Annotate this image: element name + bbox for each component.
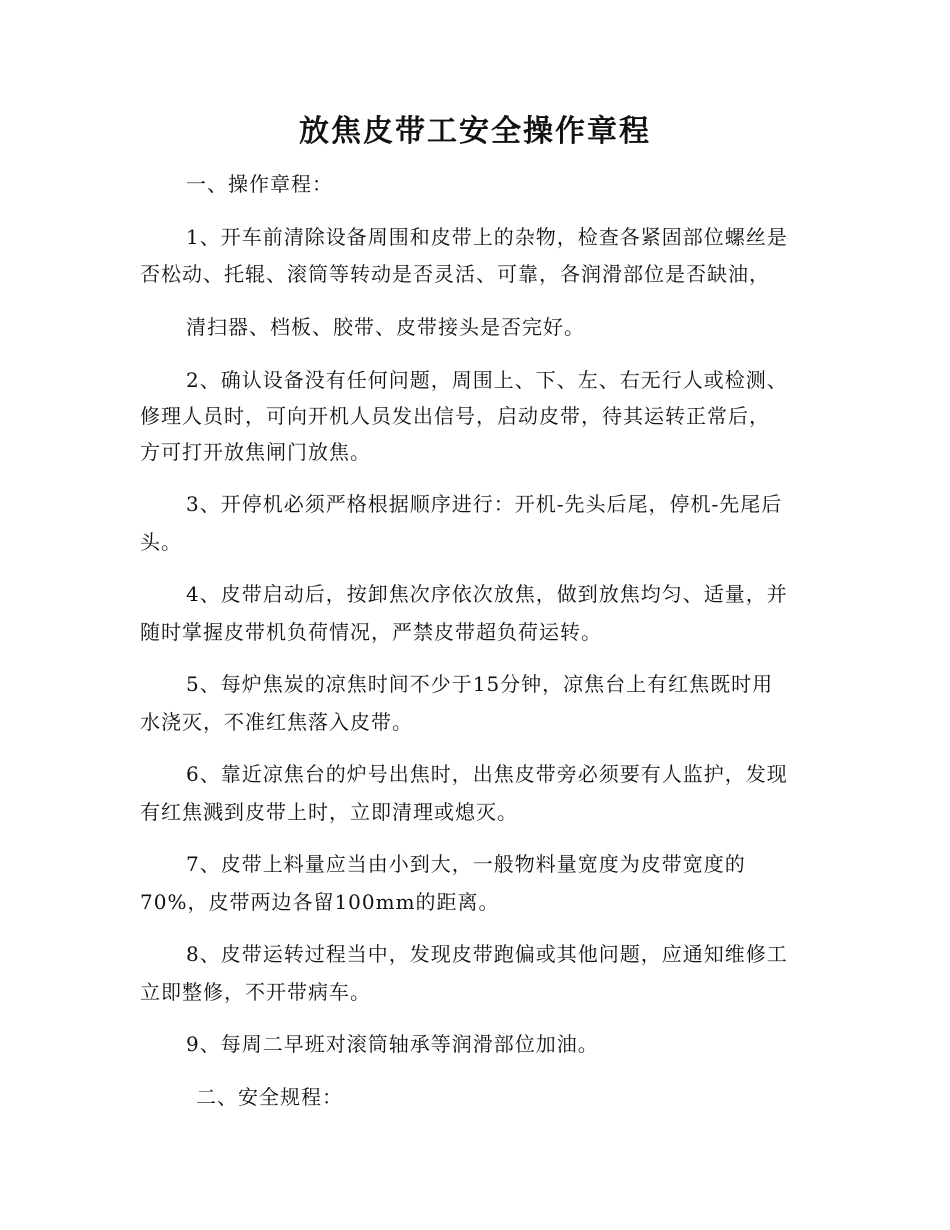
document-title: 放焦皮带工安全操作章程: [299, 114, 651, 149]
paragraph-line: 头。: [140, 530, 182, 554]
paragraph-line: 1、开车前清除设备周围和皮带上的杂物，检查各紧固部位螺丝是: [186, 225, 788, 249]
paragraph-line: 否松动、托辊、滚筒等转动是否灵活、可靠，各润滑部位是否缺油，: [140, 262, 770, 286]
paragraph-line: 9、每周二早班对滚筒轴承等润滑部位加油。: [186, 1032, 599, 1056]
paragraph-line: 清扫器、档板、胶带、皮带接头是否完好。: [186, 315, 585, 339]
paragraph-line: 8、皮带运转过程当中，发现皮带跑偏或其他问题，应通知维修工: [186, 942, 788, 966]
paragraph-line: 随时掌握皮带机负荷情况，严禁皮带超负荷运转。: [140, 620, 602, 644]
paragraph-line: 7、皮带上料量应当由小到大，一般物料量宽度为皮带宽度的: [186, 852, 746, 876]
paragraph-line: 5、每炉焦炭的凉焦时间不少于15分钟，凉焦台上有红焦既时用: [186, 672, 774, 696]
paragraph-line: 4、皮带启动后，按卸焦次序依次放焦，做到放焦均匀、适量，并: [186, 582, 788, 606]
section-heading-operation: 一、操作章程：: [186, 172, 333, 196]
paragraph-line: 修理人员时，可向开机人员发出信号，启动皮带，待其运转正常后，: [140, 404, 770, 428]
paragraph-line: 3、开停机必须严格根据顺序进行：开机-先头后尾，停机-先尾后: [186, 492, 783, 516]
paragraph-line: 立即整修，不开带病车。: [140, 980, 371, 1004]
paragraph-line: 有红焦溅到皮带上时，立即清理或熄灭。: [140, 800, 518, 824]
paragraph-line: 70%，皮带两边各留100mm的距离。: [140, 890, 500, 914]
paragraph-line: 2、确认设备没有任何问题，周围上、下、左、右无行人或检测、: [186, 368, 788, 392]
paragraph-line: 水浇灭，不准红焦落入皮带。: [140, 710, 413, 734]
paragraph-line: 6、靠近凉焦台的炉号出焦时，出焦皮带旁必须要有人监护，发现: [186, 762, 788, 786]
paragraph-line: 方可打开放焦闸门放焦。: [140, 440, 371, 464]
section-heading-safety: 二、安全规程：: [196, 1085, 343, 1109]
